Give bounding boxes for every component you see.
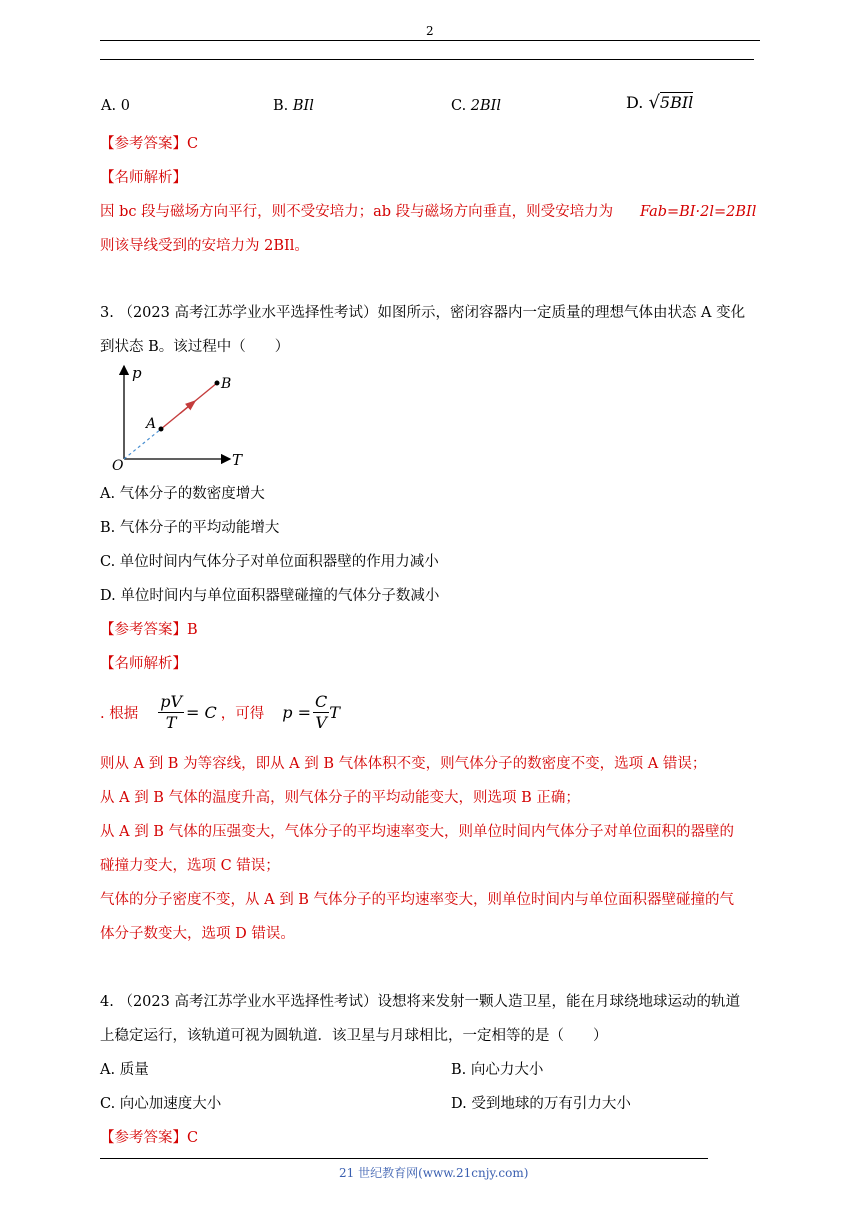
header-rule-top [100, 40, 760, 41]
q3-answer: 【参考答案】B [100, 622, 198, 638]
q3-analysis-line2: 从 A 到 B 气体的温度升高，则气体分子的平均动能变大，则选项 B 正确； [100, 790, 580, 806]
q3-pt-graph [100, 362, 260, 474]
formula1-fraction: $\frac{pV}{T}$ [160, 691, 183, 732]
q2-analysis-line2: 则该导线受到的安培力为 2BIl。 [100, 238, 309, 254]
q4-option-b: B. 向心力大小 [451, 1062, 544, 1078]
point-b [215, 381, 220, 386]
page-number: 2 [426, 24, 434, 38]
q3-analysis-line6: 体分子数变大，选项 D 错误。 [100, 926, 295, 942]
q4-stem-line2: 上稳定运行，该轨道可视为圆轨道．该卫星与月球相比，一定相等的是（ ） [100, 1028, 608, 1044]
q2-option-d: D. √5BIl [626, 92, 694, 113]
q3-analysis-line4: 碰撞力变大，选项 C 错误； [100, 858, 280, 874]
formula2-fraction: $\frac{C}{V}$ [314, 691, 328, 732]
q3-analysis-line3: 从 A 到 B 气体的压强变大，气体分子的平均速率变大，则单位时间内气体分子对单位面积的器壁的 [100, 824, 735, 840]
q2-option-b: B. BIl [273, 98, 314, 114]
q3-stem-line1: 3. （2023 高考江苏学业水平选择性考试）如图所示，密闭容器内一定质量的理想气体由状态 A 变化 [100, 305, 746, 321]
point-b-label: B [221, 376, 232, 392]
formula2-rhs: T [329, 702, 340, 722]
q3-stem-line2: 到状态 B。该过程中（ ） [100, 339, 290, 355]
q4-option-c: C. 向心加速度大小 [100, 1096, 222, 1112]
q2-analysis-formula: Fab=BI·2l=2BIl [640, 204, 757, 220]
q4-option-d: D. 受到地球的万有引力大小 [451, 1096, 631, 1112]
formula1-rhs: = C [186, 702, 217, 722]
sqrt-symbol: √ [648, 92, 660, 113]
sqrt-radicand: 5BIl [659, 93, 694, 112]
y-axis-label: p [132, 364, 142, 382]
q2-answer: 【参考答案】C [100, 136, 199, 152]
process-arrow [180, 404, 192, 414]
header-rule-bottom [100, 59, 754, 60]
point-a [159, 427, 164, 432]
q3-option-a: A. 气体分子的数密度增大 [100, 486, 265, 502]
q4-answer: 【参考答案】C [100, 1130, 199, 1146]
x-axis-label: T [232, 451, 243, 469]
origin-label: O [112, 458, 124, 474]
formula-lead: . 根据 [100, 705, 139, 722]
footer-rule [100, 1158, 708, 1159]
q3-formula-line [100, 690, 340, 734]
dashed-extension [124, 429, 161, 459]
q2-option-c: C. 2BIl [451, 98, 502, 114]
q2-analysis-label: 【名师解析】 [100, 170, 187, 186]
formula-mid: ，可得 [220, 705, 265, 722]
footer-text[interactable]: 21 世纪教育网(www.21cnjy.com) [339, 1166, 529, 1180]
q3-analysis-line5: 气体的分子密度不变，从 A 到 B 气体分子的平均速率变大，则单位时间内与单位面积器壁碰撞的气 [100, 892, 735, 908]
q2-analysis-line1: 因 bc 段与磁场方向平行，则不受安培力；ab 段与磁场方向垂直，则受安培力为 [100, 204, 614, 220]
q3-option-b: B. 气体分子的平均动能增大 [100, 520, 280, 536]
formula2-lhs: p = [282, 702, 311, 722]
q3-analysis-line1: 则从 A 到 B 为等容线，即从 A 到 B 气体体积不变，则气体分子的数密度不变，选项 A 错误； [100, 756, 707, 772]
q3-option-c: C. 单位时间内气体分子对单位面积器壁的作用力减小 [100, 554, 439, 570]
q4-option-a: A. 质量 [100, 1062, 149, 1078]
q4-stem-line1: 4. （2023 高考江苏学业水平选择性考试）设想将来发射一颗人造卫星，能在月球绕地球运动的轨道 [100, 994, 740, 1010]
point-a-label: A [146, 416, 157, 432]
q2-option-a: A. 0 [101, 98, 130, 114]
q3-analysis-label: 【名师解析】 [100, 656, 187, 672]
q3-option-d: D. 单位时间内与单位面积器壁碰撞的气体分子数减小 [100, 588, 440, 604]
